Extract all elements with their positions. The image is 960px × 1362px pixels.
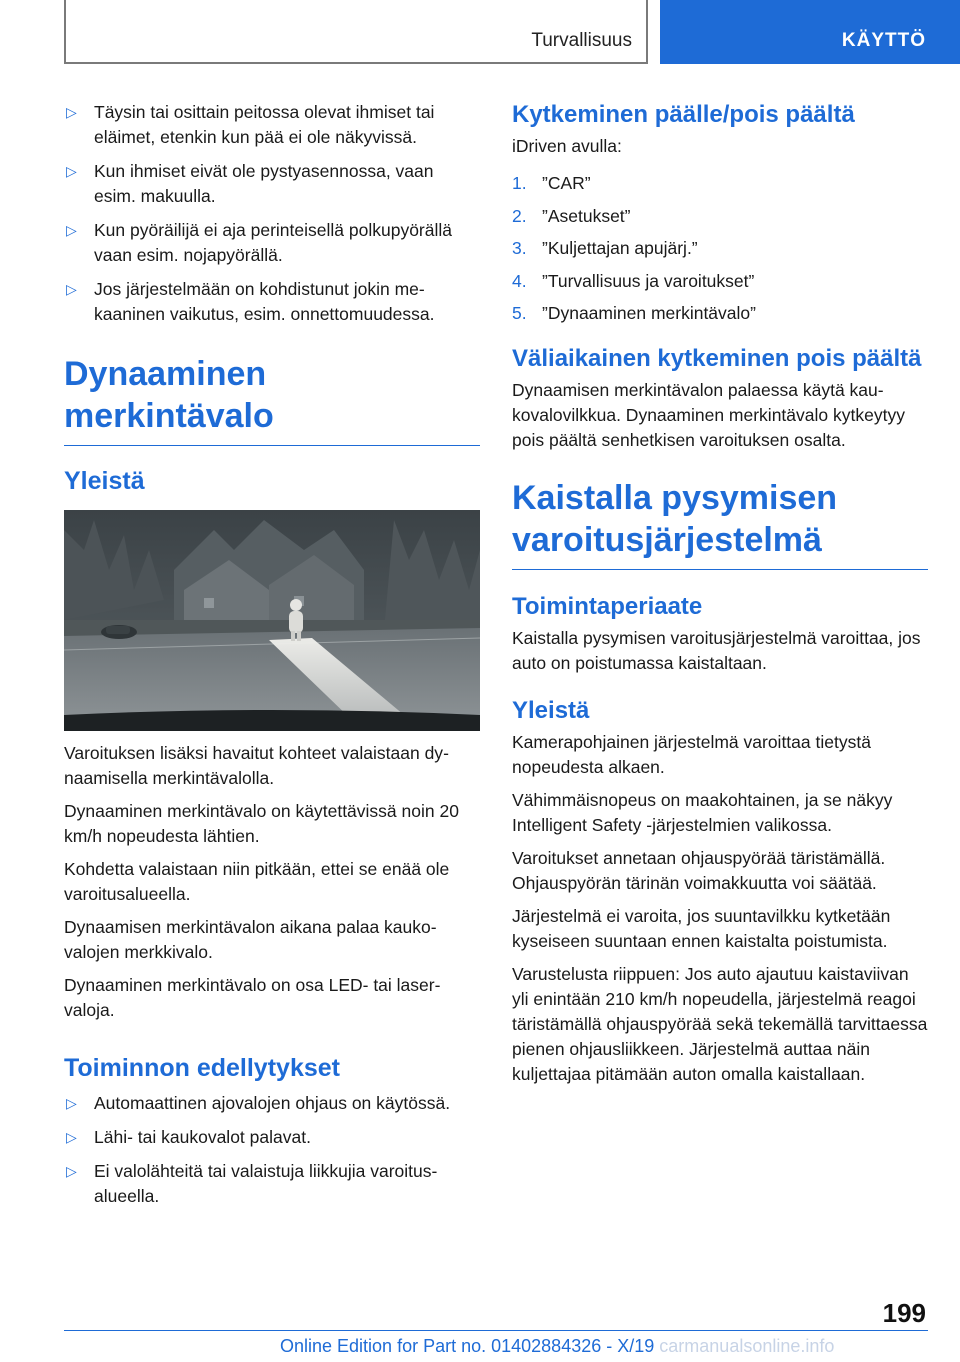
list-item: ▷ Automaattinen ajovalojen ohjaus on käytössä. [64, 1091, 480, 1116]
list-item: ▷ Ei valolähteitä tai valaistuja liikkujia varoitusalueella. [66, 1161, 438, 1206]
list-item: ▷ Lähi- tai kaukovalot palavat. [64, 1125, 480, 1150]
paragraph: Vähimmäisnopeus on maakohtainen, ja se näkyy Intelligent Safety -järjestelmien valikossa. [512, 790, 893, 835]
steps-list [512, 171, 928, 326]
subheading-requirements: Toiminnon edellytykset [64, 1054, 340, 1082]
subheading-onoff: Kytkeminen päälle/pois päältä [512, 101, 855, 128]
paragraph: Dynaamisen merkintävalon palaessa käytä kaukovalovilkkua. Dynaaminen merkintävalo kytkeytyy pois päältä senhetkisen varoituksen osalta. [512, 380, 905, 450]
section-heading: Kaistalla pysymisen varoitusjärjestelmä [512, 479, 838, 559]
triangle-right-icon: ▷ [66, 104, 77, 120]
paragraph: Järjestelmä ei varoita, jos suuntavilkku kytketään kyseiseen suuntaan ennen kaistalta poistumista. [512, 906, 891, 951]
list-item: 3. ”Kuljettajan apujärj.” [512, 238, 698, 258]
subheading-general: Yleistä [512, 697, 590, 724]
list-item: 2. ”Asetukset” [512, 205, 631, 226]
footer-watermark: carmanualsonline.info [659, 1336, 835, 1356]
chapter-tab-label: KÄYTTÖ [841, 30, 926, 51]
left-column [64, 100, 480, 1218]
paragraph: Varoitukset annetaan ohjauspyörää täristämällä. Ohjauspyörän tärinän voimakkuutta voi säätää. [512, 848, 886, 893]
requirements-bullet-list [64, 1091, 480, 1209]
list-item: 4. ”Turvallisuus ja varoitukset” [512, 270, 755, 291]
list-item: ▷ Jos järjestelmään on kohdistunut jokin mekaaninen vaikutus, esim. onnettomuudessa. [66, 279, 435, 324]
paragraph: Kamerapohjainen järjestelmä varoittaa tietystä nopeudesta alkaen. [512, 732, 871, 777]
triangle-right-icon: ▷ [66, 222, 77, 238]
paragraph: Dynaaminen merkintävalo on käytettävissä noin 20 km/h nopeudesta lähtien. [64, 801, 459, 846]
page-number: 199 [882, 1298, 926, 1328]
subheading-temporary-off: Väliaikainen kytkeminen pois päältä [512, 345, 922, 372]
paragraph: Dynaaminen merkintävalo on osa LED- tai laservaloja. [64, 975, 441, 1020]
section-title: Turvallisuus [531, 30, 632, 51]
subheading-general: Yleistä [64, 467, 145, 495]
idrive-intro: iDriven avulla: [512, 136, 622, 156]
list-item: 5. ”Dynaaminen merkintävalo” [512, 303, 756, 323]
right-column [512, 100, 928, 1095]
triangle-right-icon: ▷ [66, 163, 77, 179]
triangle-right-icon: ▷ [66, 281, 77, 297]
triangle-right-icon: ▷ [66, 1095, 77, 1111]
list-item: 1. ”CAR” [512, 173, 591, 193]
section-heading-wrap [64, 353, 480, 446]
chapter-tab[interactable] [660, 0, 960, 64]
paragraph: Varoituksen lisäksi havaitut kohteet valaistaan dynaamisella merkintävalolla. [64, 743, 449, 788]
paragraph: Dynaamisen merkintävalon aikana palaa kaukovalojen merkkivalo. [64, 917, 437, 962]
section-heading: Dynaaminen merkintävalo [64, 355, 274, 435]
subheading-principle: Toimintaperiaate [512, 593, 703, 620]
night-road-illustration [64, 510, 480, 731]
triangle-right-icon: ▷ [66, 1129, 77, 1145]
paragraph: Kaistalla pysymisen varoitusjärjestelmä varoittaa, jos auto on poistumassa kaistaltaan. [512, 628, 921, 673]
list-item: ▷ Kun pyöräilijä ei aja perinteisellä polkupyörällä vaan esim. nojapyörällä. [66, 220, 452, 265]
paragraph: Varustelusta riippuen: Jos auto ajautuu kaistaviivan yli enintään 210 km/h nopeudella, järjestelmä reagoi täristämällä ohjauspyörää sekä tekemällä tarvittaessa pienen ohjausliikkeen. Järjestelmä auttaa näin kuljettajaa pitämään auton omalla kaistallaan. [512, 964, 928, 1084]
header-box [64, 0, 648, 64]
list-item: ▷ Täysin tai osittain peitossa olevat ihmiset tai eläimet, etenkin kun pää ei ole näkyvissä. [66, 102, 435, 147]
list-item: ▷ Kun ihmiset eivät ole pystyasennossa, vaan esim. makuulla. [66, 161, 434, 206]
footer-edition: Online Edition for Part no. 01402884326 - X/19 carmanualsonline.info [280, 1336, 835, 1356]
intro-bullet-list [64, 100, 480, 327]
section-heading-wrap [512, 477, 928, 570]
paragraph: Kohdetta valaistaan niin pitkään, ettei se enää ole varoitusalueella. [64, 859, 450, 904]
triangle-right-icon: ▷ [66, 1163, 77, 1179]
footer-divider [64, 1330, 928, 1331]
